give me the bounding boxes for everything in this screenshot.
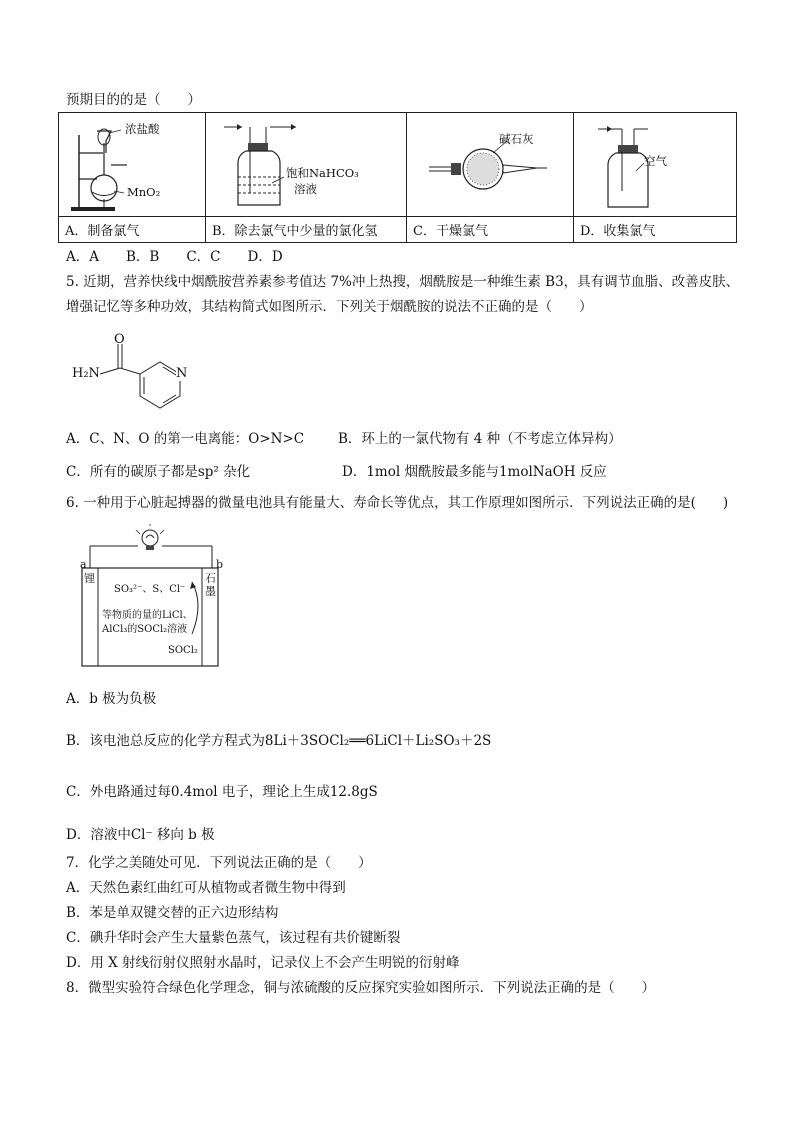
q6-option-c: C．外电路通过每0.4mol 电子，理论上生成12.8gS [66,784,378,800]
q7-stem: 7．化学之美随处可见．下列说法正确的是（ ） [66,855,372,871]
apparatus-d [574,113,737,243]
q7-option-b: B．苯是单双键交替的正六边形结构 [66,905,279,921]
caption-d: D．收集氯气 [574,216,736,242]
electrolyte-label-line1: 等物质的量的LiCl、 [102,610,193,621]
nahco3-label: 饱和NaHCO₃ [286,166,359,180]
terminal-a-label: a [80,558,87,571]
apparatus-b [206,113,407,243]
q5-stem-line2: 增强记忆等多种功效，其结构简式如图所示．下列关于烟酰胺的说法不正确的是（ ） [66,299,593,315]
solution-label: 溶液 [294,182,317,196]
q5-option-a: A．C、N、O 的第一电离能：O>N>C [66,431,305,447]
caption-c: C．干燥氯气 [407,216,573,242]
caption-a: A．制备氯气 [59,216,205,242]
ring-nitrogen-label: N [176,366,188,381]
q7-option-c: C．碘升华时会产生大量紫色蒸气，该过程有共价键断裂 [66,930,401,946]
battery-diagram [80,524,220,669]
apparatus-a [59,113,206,243]
ions-label: SO₃²⁻、S、Cl⁻ [114,584,186,595]
q6-stem: 6. 一种用于心脏起搏器的微量电池具有能量大、寿命长等优点，其工作原理如图所示．下列说法正确的是( ) [66,495,729,511]
mno2-label: MnO₂ [127,185,161,199]
terminal-b-label: b [216,558,224,571]
electrolyte-label-line2: AlCl₃的SOCl₂溶液 [102,624,188,635]
q5-option-d: D．1mol 烟酰胺最多能与1molNaOH 反应 [342,464,607,480]
caption-b: B．除去氯气中少量的氯化氢 [206,216,406,242]
q7-option-d: D．用 X 射线衍射仪照射水晶时，记录仪上不会产生明锐的衍射峰 [66,955,460,971]
q6-option-a: A．b 极为负极 [66,691,157,707]
q6-option-d: D．溶液中Cl⁻ 移向 b 极 [66,827,215,843]
apparatus-c [407,113,574,243]
q5-option-b: B．环上的一氯代物有 4 种（不考虑立体异构） [338,431,622,447]
amine-label: H₂N [72,366,100,381]
lithium-electrode-label: 锂 [84,572,95,585]
q4-stem-tail: 预期目的的是（ ） [66,92,201,108]
q7-option-a: A．天然色素红曲红可从植物或者微生物中得到 [66,880,346,896]
graphite-electrode-label: 石墨 [205,572,216,598]
q5-stem-line1: 5. 近期，营养快线中烟酰胺营养素参考值达 7%冲上热搜，烟酰胺是一种维生素 B3，具有调节血脂、改善皮肤、 [66,274,740,290]
q5-option-c: C．所有的碳原子都是sp² 杂化 [66,464,251,480]
socl2-label: SOCl₂ [168,645,198,656]
drying-tube-diagram [407,113,573,216]
apparatus-table [58,112,737,243]
q8-stem: 8．微型实验符合绿色化学理念，铜与浓硫酸的反应探究实验如图所示．下列说法正确的是（ ） [66,980,656,996]
air-label: 空气 [644,154,667,168]
hcl-label: 浓盐酸 [125,122,160,136]
q6-option-b: B．该电池总反应的化学方程式为8Li＋3SOCl₂══6LiCl＋Li₂SO₃＋2S [66,733,492,749]
q4-choices: A．A B．B C．C D．D [66,249,283,265]
soda-lime-label: 碱石灰 [499,132,534,146]
oxygen-atom-label: O [114,332,125,347]
